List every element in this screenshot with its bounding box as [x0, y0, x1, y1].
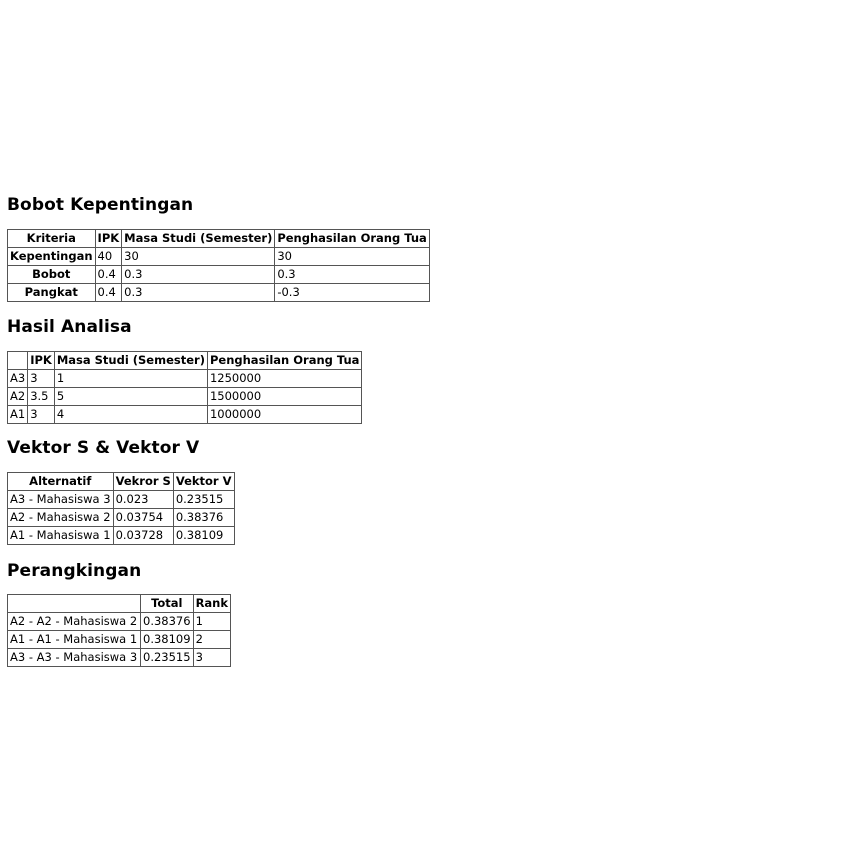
column-header: IPK: [28, 352, 55, 370]
table-row: [8, 406, 362, 424]
table-cell: 0.3: [122, 266, 275, 284]
table-cell: 1: [54, 370, 207, 388]
rank-title: Perangkingan: [7, 561, 142, 581]
column-header: Alternatif: [8, 473, 114, 491]
table-cell: 3.5: [28, 388, 55, 406]
table-cell: 2: [193, 631, 230, 649]
table-row: [8, 491, 235, 509]
row-label: Bobot: [8, 266, 96, 284]
table-cell: A2: [8, 388, 28, 406]
column-header: Rank: [193, 595, 230, 613]
table-cell: A1: [8, 406, 28, 424]
table-cell: 0.4: [95, 284, 122, 302]
row-label: Pangkat: [8, 284, 96, 302]
vektor-table: [7, 472, 235, 545]
table-cell: 0.4: [95, 266, 122, 284]
table-cell: -0.3: [275, 284, 429, 302]
table-cell: 0.03754: [113, 509, 173, 527]
table-cell: 0.38109: [141, 631, 194, 649]
column-header: Penghasilan Orang Tua: [207, 352, 361, 370]
table-row: [8, 649, 231, 667]
table-cell: A1 - Mahasiswa 1: [8, 527, 114, 545]
column-header: Kriteria: [8, 230, 96, 248]
table-cell: 30: [122, 248, 275, 266]
bobot-table: [7, 229, 430, 302]
table-row: [8, 284, 430, 302]
bobot-title: Bobot Kepentingan: [7, 195, 194, 215]
table-cell: 30: [275, 248, 429, 266]
table-cell: 1500000: [207, 388, 361, 406]
table-row: [8, 266, 430, 284]
table-cell: 3: [28, 370, 55, 388]
table-cell: A2 - A2 - Mahasiswa 2: [8, 613, 141, 631]
row-label: Kepentingan: [8, 248, 96, 266]
table-row: [8, 388, 362, 406]
table-cell: A3 - A3 - Mahasiswa 3: [8, 649, 141, 667]
table-cell: 0.3: [122, 284, 275, 302]
table-header-row: [8, 595, 231, 613]
table-cell: A1 - A1 - Mahasiswa 1: [8, 631, 141, 649]
table-cell: 4: [54, 406, 207, 424]
hasil-table: [7, 351, 362, 424]
column-header: [8, 352, 28, 370]
table-cell: 3: [193, 649, 230, 667]
column-header: Penghasilan Orang Tua: [275, 230, 429, 248]
table-cell: 0.23515: [141, 649, 194, 667]
column-header: Vektor V: [173, 473, 234, 491]
table-header-row: [8, 473, 235, 491]
table-header-row: [8, 352, 362, 370]
table-row: [8, 509, 235, 527]
rank-table: [7, 594, 231, 667]
table-cell: 5: [54, 388, 207, 406]
table-cell: 0.38109: [173, 527, 234, 545]
column-header: Masa Studi (Semester): [54, 352, 207, 370]
table-row: [8, 248, 430, 266]
column-header: IPK: [95, 230, 122, 248]
column-header: [8, 595, 141, 613]
table-cell: 0.23515: [173, 491, 234, 509]
table-cell: 0.3: [275, 266, 429, 284]
table-cell: 1000000: [207, 406, 361, 424]
table-cell: 0.38376: [173, 509, 234, 527]
table-cell: A3 - Mahasiswa 3: [8, 491, 114, 509]
table-cell: 40: [95, 248, 122, 266]
vektor-title: Vektor S & Vektor V: [7, 438, 200, 458]
table-cell: 0.38376: [141, 613, 194, 631]
column-header: Total: [141, 595, 194, 613]
table-cell: 0.023: [113, 491, 173, 509]
table-cell: 1250000: [207, 370, 361, 388]
column-header: Vekror S: [113, 473, 173, 491]
hasil-title: Hasil Analisa: [7, 317, 132, 337]
table-row: [8, 370, 362, 388]
column-header: Masa Studi (Semester): [122, 230, 275, 248]
table-cell: A3: [8, 370, 28, 388]
table-row: [8, 613, 231, 631]
table-header-row: [8, 230, 430, 248]
table-cell: 0.03728: [113, 527, 173, 545]
table-row: [8, 527, 235, 545]
table-row: [8, 631, 231, 649]
table-cell: 3: [28, 406, 55, 424]
table-cell: A2 - Mahasiswa 2: [8, 509, 114, 527]
table-cell: 1: [193, 613, 230, 631]
